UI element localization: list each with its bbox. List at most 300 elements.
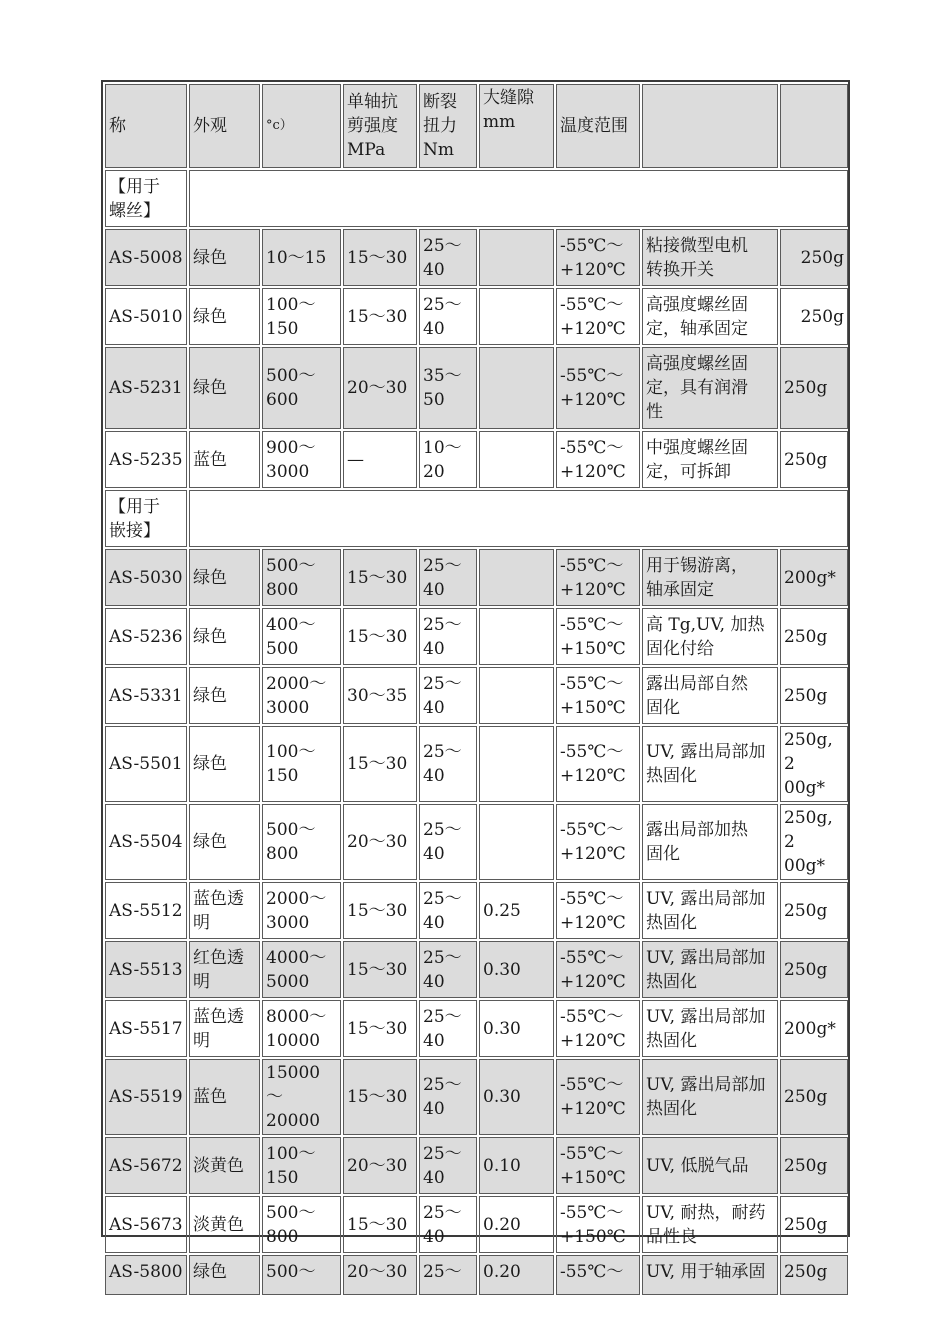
cell-model: AS-5030 [105,549,187,606]
cell-usage [642,1255,778,1295]
cell-usage [642,1059,778,1135]
cell-line: -55℃～ [560,235,624,256]
cell-line: -55℃～ [560,614,624,635]
cell-line: 250g, 2 [784,808,833,852]
cell-model: AS-5673 [105,1196,187,1253]
cell-line: 500 [266,638,299,659]
cell-max-gap [479,229,554,286]
cell-model: AS-5010 [105,288,187,345]
cell-line: 250g [784,449,828,470]
cell-line: +120℃ [560,766,626,786]
cell-line: mm [483,112,516,132]
cell-model: AS-5231 [105,347,187,429]
cell-line: +120℃ [560,318,626,339]
cell-line: 250g [784,1262,828,1282]
cell-line: 200g* [784,567,836,588]
table-row [105,941,848,998]
cell-line: 25～ [423,1143,462,1164]
header-usage [642,84,778,168]
cell-line: 250g [784,1087,828,1107]
cell-line: 25～ [423,888,462,909]
cell-line: 外观 [193,116,227,136]
cell-line: 粘接微型电机 [646,235,748,256]
cell-line: 500～ [266,1202,316,1223]
cell-max-gap: 0.30 [479,1000,554,1057]
cell-viscosity [262,347,341,429]
cell-line: UV, 用于轴承固 [646,1262,766,1282]
header-shear-strength [343,84,417,168]
cell-line: 绿色 [193,1262,227,1282]
cell-line: 100～ [266,1143,316,1164]
cell-temp-range [556,1137,640,1194]
cell-line: 高强度螺丝固 [646,294,748,315]
cell-usage [642,667,778,724]
cell-line: 50 [423,390,445,410]
cell-line: 10～ [423,437,462,458]
cell-appearance [189,804,260,880]
cell-model: AS-5331 [105,667,187,724]
cell-appearance [189,882,260,939]
cell-temp-range [556,608,640,665]
cell-line: UV, 低脱气品 [646,1155,749,1176]
cell-viscosity [262,1196,341,1253]
cell-break-torque [419,1000,477,1057]
cell-break-torque [419,1137,477,1194]
cell-line: 3000 [266,461,310,482]
cell-line: 25～ [423,1006,462,1027]
cell-package [780,1137,848,1194]
cell-line: 轴承固定 [646,579,714,600]
cell-line: -55℃～ [560,366,624,386]
cell-temp-range [556,1255,640,1295]
cell-line: 40 [423,638,445,659]
cell-package [780,549,848,606]
cell-line: 高 Tg,UV, 加热 [646,614,765,635]
section-label [105,490,187,547]
table-row [105,608,848,665]
cell-usage [642,347,778,429]
cell-line: 25～ [423,1075,462,1095]
cell-shear-strength: 15～30 [343,608,417,665]
spec-table-frame [101,80,850,1282]
cell-line: 露出局部自然 [646,673,748,694]
cell-line: 明 [193,971,210,992]
header-break-torque [419,84,477,168]
cell-line: -55℃～ [560,888,624,909]
cell-shear-strength: 20～30 [343,1137,417,1194]
cell-line: -55℃～ [560,437,624,458]
cell-line: 40 [423,1167,445,1188]
header-temp-range [556,84,640,168]
header-viscosity [262,84,341,168]
cell-viscosity [262,941,341,998]
table-row [105,726,848,802]
cell-shear-strength: 15～30 [343,882,417,939]
cell-package [780,667,848,724]
cell-usage [642,941,778,998]
cell-temp-range [556,667,640,724]
cell-line: 3000 [266,697,310,718]
cell-usage [642,726,778,802]
cell-line: 明 [193,912,210,933]
cell-line: 40 [423,766,445,786]
cell-appearance [189,1000,260,1057]
cell-line: 25～ [423,1202,462,1223]
cell-model: AS-5672 [105,1137,187,1194]
cell-max-gap: 0.25 [479,882,554,939]
cell-line: 绿色 [193,626,227,647]
cell-model: AS-5513 [105,941,187,998]
cell-line: 10000 [266,1030,321,1051]
cell-line: UV, 耐热，耐药 [646,1202,766,1223]
cell-line: 40 [423,844,445,864]
cell-package [780,431,848,488]
cell-line: +150℃ [560,697,626,718]
cell-break-torque [419,347,477,429]
cell-appearance [189,1059,260,1135]
cell-max-gap [479,549,554,606]
cell-line: 蓝色透 [193,888,244,909]
cell-shear-strength: 15～30 [343,726,417,802]
cell-package [780,882,848,939]
cell-line: 40 [423,697,445,718]
cell-line: -55℃～ [560,673,624,694]
cell-line: °c） [266,118,293,133]
cell-line: 25～ [423,235,462,256]
cell-line: UV, 露出局部加 [646,947,766,968]
cell-line: 红色透 [193,947,244,968]
cell-line: 100～ [266,742,316,762]
cell-line: 单轴抗 [347,92,398,112]
cell-line: 10～15 [266,247,327,268]
cell-line: 250g [784,626,828,647]
cell-break-torque [419,288,477,345]
cell-line: 25～ [423,820,462,840]
cell-temp-range [556,804,640,880]
cell-line: 热固化 [646,912,697,933]
cell-break-torque [419,882,477,939]
cell-usage [642,549,778,606]
cell-line: 热固化 [646,1030,697,1051]
cell-line: Nm [423,140,454,160]
cell-line: 称 [109,116,126,136]
cell-line: 固化付给 [646,638,714,659]
cell-temp-range [556,549,640,606]
cell-temp-range [556,726,640,802]
section-label [105,170,187,227]
cell-line: 定，可拆卸 [646,461,731,482]
cell-line: 蓝色 [193,1087,227,1107]
cell-line: 绿色 [193,685,227,706]
cell-line: 固化 [646,697,680,718]
cell-line: 40 [423,579,445,600]
section-spacer [189,170,848,227]
cell-appearance [189,941,260,998]
cell-line: 25～ [423,1262,462,1282]
cell-line: 【用于 [109,496,160,517]
table-row [105,1255,848,1295]
cell-line: UV, 露出局部加 [646,1006,766,1027]
header-model [105,84,187,168]
cell-usage [642,1137,778,1194]
cell-line: 25～ [423,673,462,694]
cell-appearance [189,608,260,665]
cell-line: 500～ [266,820,316,840]
cell-appearance [189,1255,260,1295]
cell-line: 400～ [266,614,316,635]
cell-model: AS-5008 [105,229,187,286]
cell-line: 250g [784,378,828,398]
cell-appearance [189,549,260,606]
cell-line: 600 [266,390,299,410]
cell-line: 250g, 2 [784,730,833,774]
cell-shear-strength: 20～30 [343,347,417,429]
cell-line: +120℃ [560,912,626,933]
table-row [105,431,848,488]
cell-line: 2000～ [266,673,327,694]
cell-viscosity [262,608,341,665]
cell-line: -55℃～ [560,1075,624,1095]
cell-shear-strength: 15～30 [343,941,417,998]
cell-appearance [189,1137,260,1194]
cell-line: -55℃～ [560,1262,624,1282]
cell-temp-range [556,1000,640,1057]
cell-max-gap: 0.30 [479,1059,554,1135]
cell-line: 绿色 [193,832,227,852]
cell-viscosity [262,431,341,488]
cell-usage [642,1196,778,1253]
header-package [780,84,848,168]
cell-line: 25～ [423,555,462,576]
cell-line: 高强度螺丝固 [646,354,748,374]
cell-line: UV, 露出局部加 [646,742,766,762]
section-row [105,170,848,227]
cell-appearance [189,347,260,429]
cell-line: 800 [266,579,299,600]
cell-viscosity [262,882,341,939]
cell-shear-strength: 15～30 [343,1196,417,1253]
cell-line: 明 [193,1030,210,1051]
cell-line: 200g* [784,1018,836,1039]
cell-shear-strength: 15～30 [343,288,417,345]
table-row [105,347,848,429]
cell-temp-range [556,882,640,939]
cell-line: 2000～ [266,888,327,909]
cell-line: 150 [266,318,299,339]
cell-shear-strength: 15～30 [343,1059,417,1135]
cell-line: 绿色 [193,306,227,327]
table-row [105,804,848,880]
cell-line: 绿色 [193,247,227,268]
cell-line: 500～ [266,366,316,386]
cell-line: 250g [784,1214,828,1235]
cell-line: -55℃～ [560,820,624,840]
cell-temp-range [556,347,640,429]
cell-model: AS-5800 [105,1255,187,1295]
cell-line: 40 [423,1099,445,1119]
cell-line: 900～ [266,437,316,458]
cell-usage [642,804,778,880]
cell-line: 淡黄色 [193,1214,244,1235]
cell-temp-range [556,1196,640,1253]
cell-line: 大缝隙 [483,88,534,108]
cell-line: UV, 露出局部加 [646,1075,766,1095]
table-row [105,1196,848,1253]
cell-line: +120℃ [560,1099,626,1119]
cell-line: 热固化 [646,766,697,786]
cell-model: AS-5512 [105,882,187,939]
cell-max-gap: 0.20 [479,1196,554,1253]
cell-viscosity [262,549,341,606]
cell-line: 40 [423,971,445,992]
cell-line: 螺丝】 [109,200,160,221]
cell-line: 35～ [423,366,462,386]
cell-model: AS-5517 [105,1000,187,1057]
cell-line: 250g [784,685,828,706]
cell-line: 150 [266,1167,299,1188]
cell-usage [642,288,778,345]
cell-appearance [189,431,260,488]
cell-line: 定，具有润滑 [646,378,748,398]
cell-line: 25～ [423,742,462,762]
cell-line: 定，轴承固定 [646,318,748,339]
cell-appearance [189,1196,260,1253]
cell-viscosity [262,1137,341,1194]
cell-max-gap: 0.10 [479,1137,554,1194]
cell-line: -55℃～ [560,1202,624,1223]
cell-line: 绿色 [193,567,227,588]
cell-line: MPa [347,140,386,160]
cell-temp-range [556,1059,640,1135]
cell-line: 500～ [266,1262,316,1282]
cell-line: 嵌接】 [109,520,160,541]
cell-shear-strength: — [343,431,417,488]
cell-max-gap [479,608,554,665]
cell-line: 3000 [266,912,310,933]
cell-temp-range [556,431,640,488]
cell-line: +120℃ [560,1030,626,1051]
cell-shear-strength: 15～30 [343,229,417,286]
cell-break-torque [419,1059,477,1135]
cell-line: 150 [266,766,299,786]
cell-package [780,347,848,429]
cell-line: 25～ [423,947,462,968]
cell-package [780,804,848,880]
cell-line: 剪强度 [347,116,398,136]
cell-break-torque [419,1196,477,1253]
cell-shear-strength: 15～30 [343,549,417,606]
cell-line: 固化 [646,844,680,864]
header-max-gap [479,84,554,168]
cell-line: 20 [423,461,445,482]
cell-appearance [189,667,260,724]
cell-break-torque [419,804,477,880]
cell-line: 中强度螺丝固 [646,437,748,458]
cell-line: 00g* [784,856,826,876]
table-row [105,288,848,345]
cell-line: 用于锡游离， [646,555,748,576]
cell-model: AS-5504 [105,804,187,880]
cell-line: +120℃ [560,579,626,600]
table-row [105,1059,848,1135]
cell-line: 露出局部加热 [646,820,748,840]
cell-line: 品性良 [646,1226,697,1247]
table-row [105,1137,848,1194]
table-row [105,549,848,606]
cell-line: +150℃ [560,1226,626,1247]
cell-viscosity [262,1255,341,1295]
cell-temp-range [556,941,640,998]
cell-package [780,1255,848,1295]
cell-max-gap [479,431,554,488]
cell-shear-strength: 20～30 [343,804,417,880]
cell-line: 绿色 [193,754,227,774]
cell-package [780,288,848,345]
table-row [105,882,848,939]
cell-line: 40 [423,912,445,933]
cell-max-gap [479,347,554,429]
cell-line: -55℃～ [560,742,624,762]
cell-appearance [189,288,260,345]
cell-line: -55℃～ [560,1006,624,1027]
cell-package [780,726,848,802]
cell-line: -55℃～ [560,1143,624,1164]
cell-package [780,941,848,998]
cell-line: 【用于 [109,176,160,197]
cell-package [780,1196,848,1253]
cell-line: 扭力 [423,116,457,136]
cell-line: 25～ [423,614,462,635]
cell-line: 40 [423,318,445,339]
cell-line: +150℃ [560,1167,626,1188]
cell-line: 淡黄色 [193,1155,244,1176]
cell-usage [642,1000,778,1057]
cell-viscosity [262,229,341,286]
cell-model: AS-5519 [105,1059,187,1135]
cell-line: 25～ [423,294,462,315]
table-row [105,229,848,286]
cell-temp-range [556,288,640,345]
cell-line: 250g [800,247,844,268]
cell-line: 蓝色 [193,449,227,470]
cell-viscosity [262,1059,341,1135]
cell-line: 100～ [266,294,316,315]
cell-line: 250g [784,1155,828,1176]
header-appearance [189,84,260,168]
cell-shear-strength: 15～30 [343,1000,417,1057]
cell-line: 8000～ [266,1006,327,1027]
cell-line: 40 [423,1030,445,1051]
cell-line: -55℃～ [560,555,624,576]
cell-package [780,229,848,286]
cell-break-torque [419,608,477,665]
cell-line: 15000～ [266,1063,321,1107]
spec-table [103,82,850,1297]
cell-line: 250g [784,900,828,921]
cell-model: AS-5501 [105,726,187,802]
cell-viscosity [262,804,341,880]
cell-line: 40 [423,1226,445,1247]
cell-shear-strength: 30～35 [343,667,417,724]
cell-break-torque [419,549,477,606]
cell-line: 温度范围 [560,116,628,136]
cell-max-gap [479,288,554,345]
cell-line: 250g [800,306,844,327]
cell-break-torque [419,667,477,724]
cell-line: 蓝色透 [193,1006,244,1027]
table-body [105,84,848,1295]
cell-max-gap [479,726,554,802]
